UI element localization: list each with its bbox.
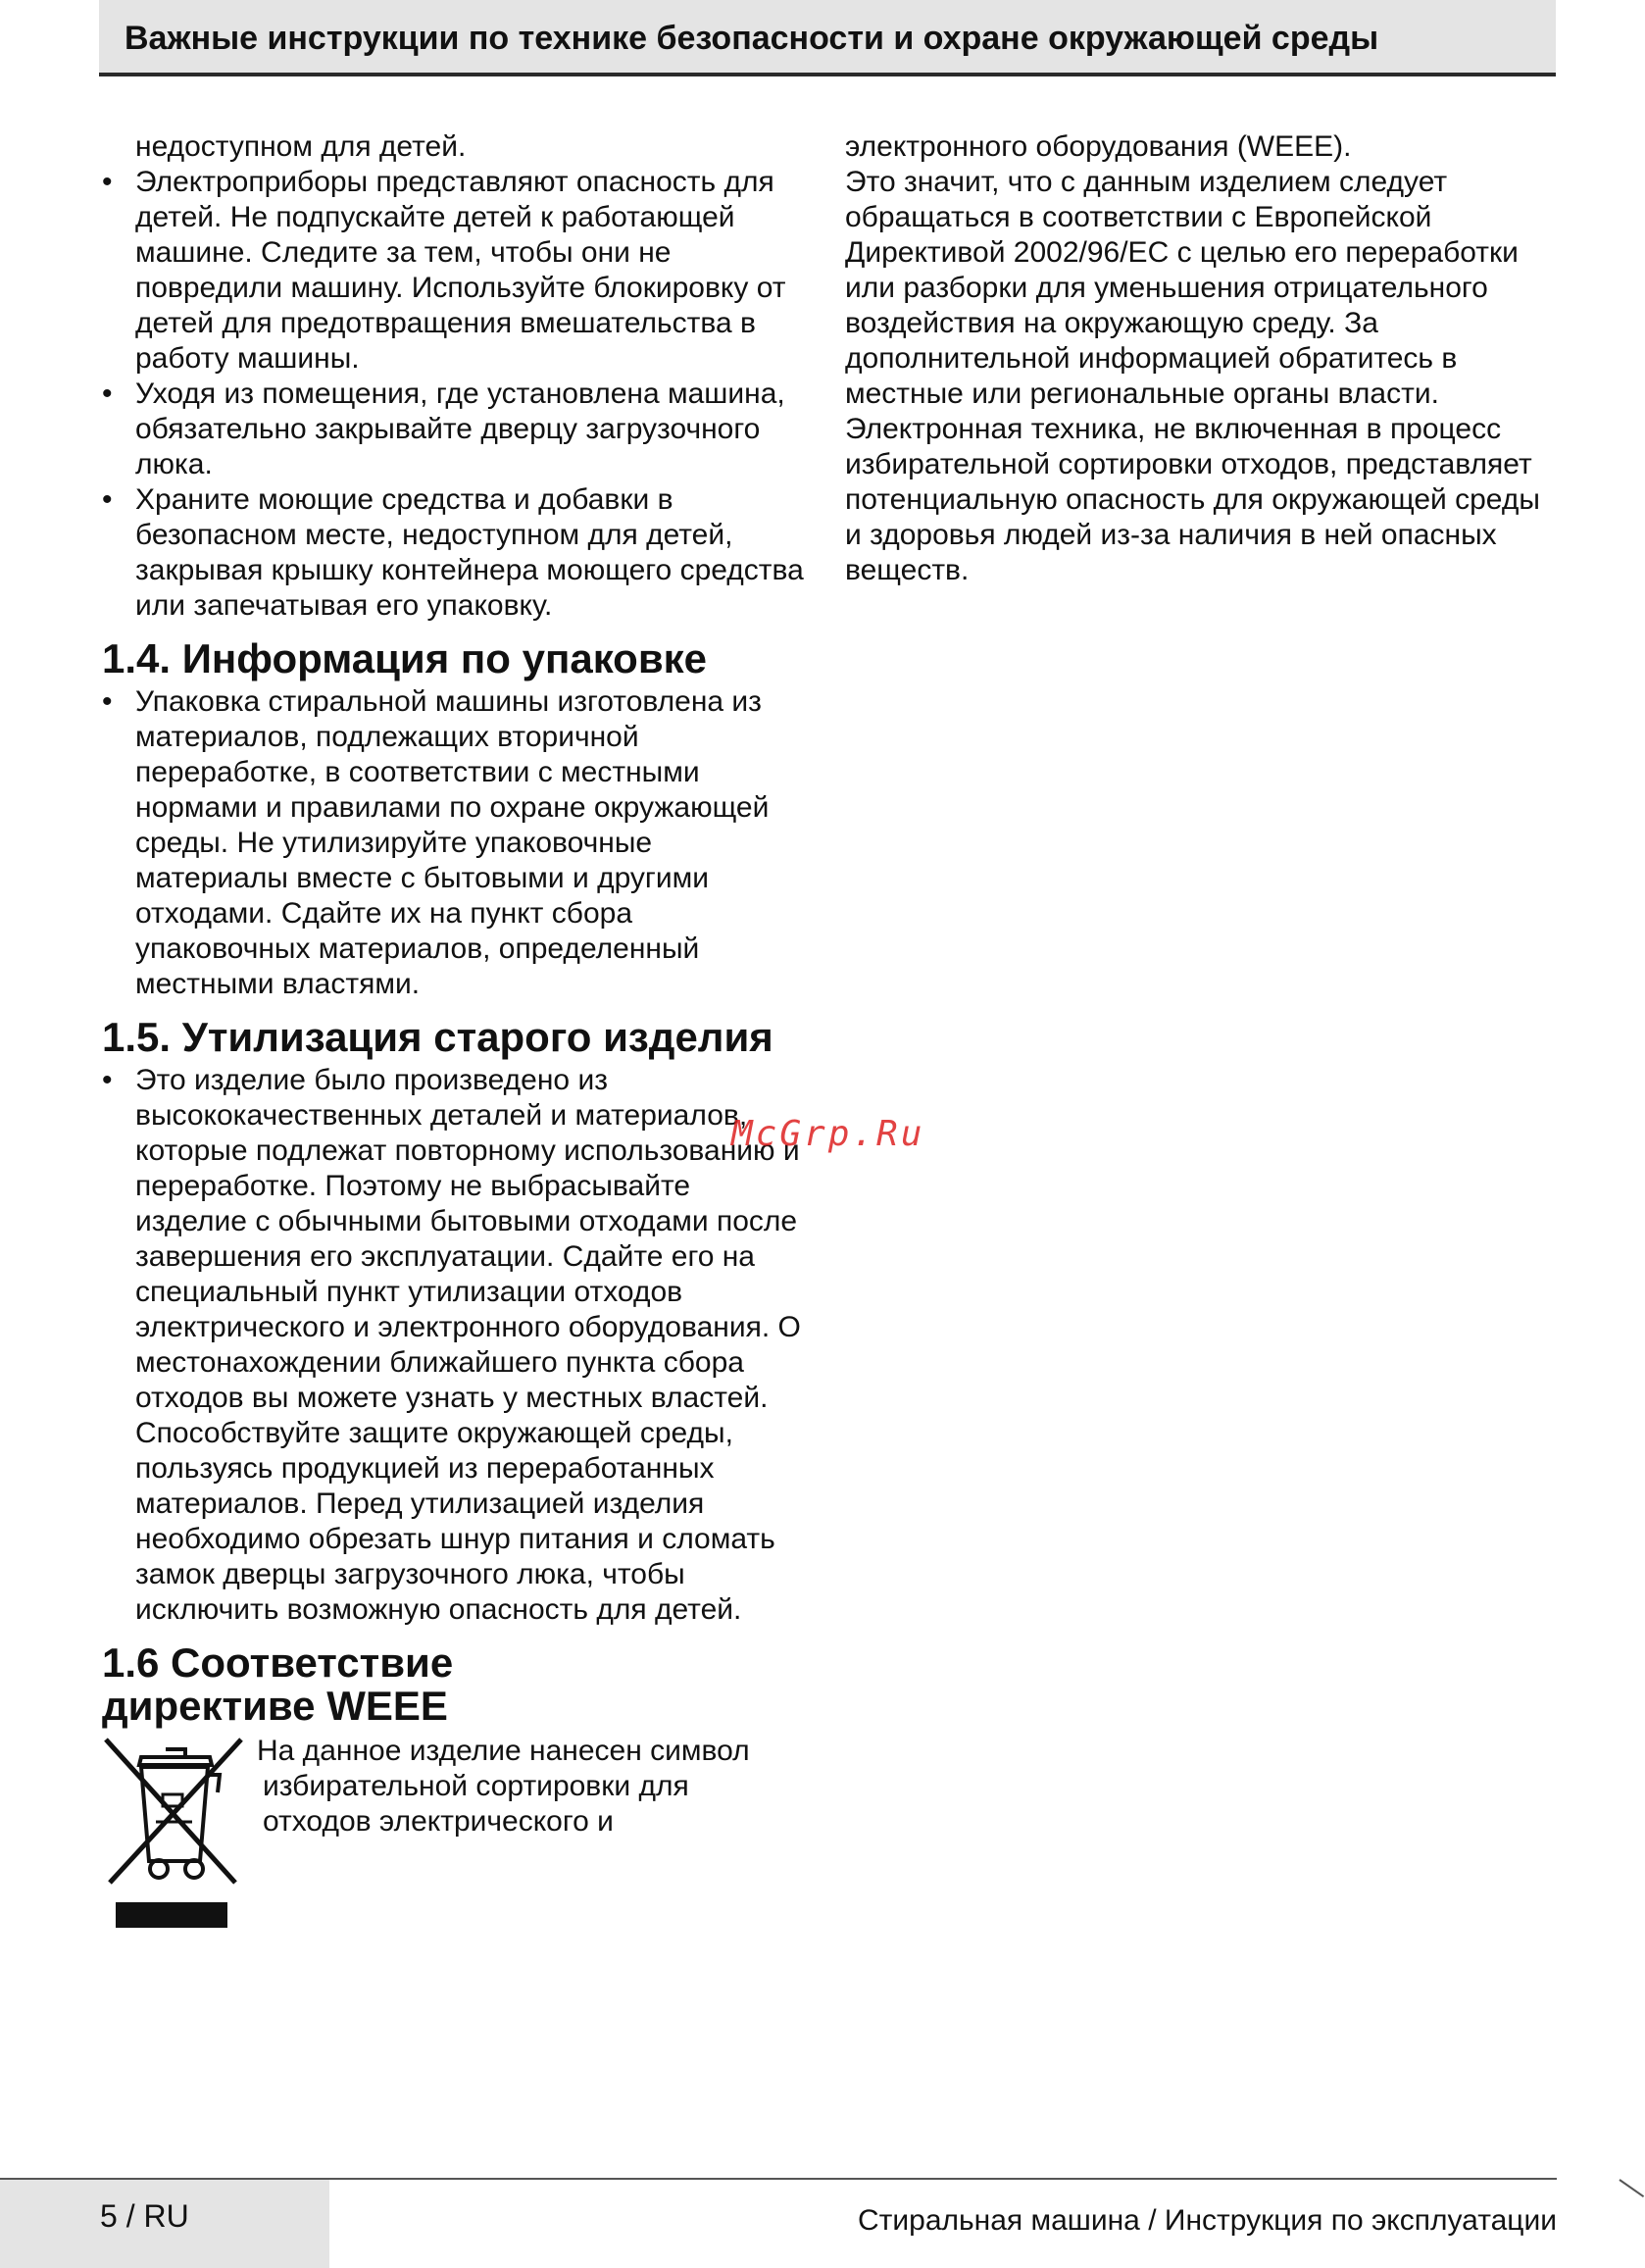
- weee-notice: [102, 1734, 808, 1940]
- weee-text-line: отходов электрического и: [263, 1805, 614, 1838]
- weee-directive-paragraph: Это значит, что с данным изделием следует обращаться в соответствии с Европейской Директивой 2002/96/ЕС с целью его переработки или разборки для уменьшения отрицательного воздействия на окружающую среду. За дополнительной информацией обратитесь в местные или региональные органы власти.: [845, 166, 1519, 410]
- packaging-bullets: [102, 684, 808, 1002]
- list-item: • Упаковка стиральной машины изготовлена из материалов, подлежащих вторичной переработке, в соответствии с местными нормами и правилами по охране окружающей среды. Не утилизируйте упаковочные материалы вместе с бытовыми и другими отходами. Сдайте их на пункт сбора упаковочных материалов, определенный местными властями.: [102, 684, 808, 1002]
- list-item: • Это изделие было произведено из высококачественных деталей и материалов, которые подлежат повторному использованию и переработке. Поэтому не выбрасывайте изделие с обычными бытовыми отходами после завершения его эксплуатации. Сдайте его на специальный пункт утилизации отходов электрического и электронного оборудования. О местонахождении ближайшего пункта сбора отходов вы можете узнать у местных властей. Способствуйте защите окружающей среды, пользуясь продукцией из переработанных материалов. Перед утилизацией изделия необходимо обрезать шнур питания и сломать замок дверцы загрузочного люка, чтобы исключить возможную опасность для детей.: [102, 1063, 808, 1628]
- crossed-out-wheelie-bin-icon: [102, 1736, 249, 1932]
- disposal-bullets: [102, 1063, 808, 1628]
- section-heading-packaging: 1.4. Информация по упаковке: [102, 635, 708, 681]
- weee-text-line: На данное изделие нанесен символ: [257, 1735, 750, 1767]
- list-item: • Уходя из помещения, где установлена машина, обязательно закрывайте дверцу загрузочного люка.: [102, 377, 808, 482]
- section-heading-disposal: 1.5. Утилизация старого изделия: [102, 1014, 773, 1060]
- intro-continuation: недоступном для детей.: [135, 130, 467, 163]
- list-item: • Электроприборы представляют опасность для детей. Не подпускайте детей к работающей машине. Следите за тем, чтобы они не повредили машину. Используйте блокировку от детей для предотвращения вмешательства в работу машины.: [102, 165, 808, 377]
- safety-bullets: [102, 165, 808, 624]
- right-column: [845, 129, 1551, 588]
- weee-continuation: электронного оборудования (WEEE).: [845, 130, 1352, 163]
- page-number: 5 / RU: [100, 2198, 189, 2234]
- left-column: [102, 129, 808, 1940]
- section-heading-weee-line2: директиве WEEE: [102, 1683, 448, 1729]
- hazard-paragraph: Электронная техника, не включенная в процесс избирательной сортировки отходов, представляет потенциальную опасность для окружающей среды и здоровья людей из-за наличия в ней опасных веществ.: [845, 413, 1540, 586]
- weee-text-line: избирательной сортировки для: [263, 1770, 689, 1802]
- footer-corner-mark: [1619, 2179, 1644, 2197]
- watermark: McGrp.Ru: [731, 1114, 925, 1154]
- weee-notice-text: [257, 1734, 806, 1840]
- footer-document-title: Стиральная машина / Инструкция по эксплуатации: [857, 2204, 1557, 2237]
- page-header: [99, 0, 1556, 76]
- list-item: • Храните моющие средства и добавки в безопасном месте, недоступном для детей, закрывая крышку контейнера моющего средства или запечатывая его упаковку.: [102, 482, 808, 624]
- section-heading-weee: [102, 1641, 808, 1728]
- section-heading-weee-line1: 1.6 Соответствие: [102, 1639, 454, 1686]
- page-title: Важные инструкции по технике безопасности и охране окружающей среды: [125, 20, 1379, 57]
